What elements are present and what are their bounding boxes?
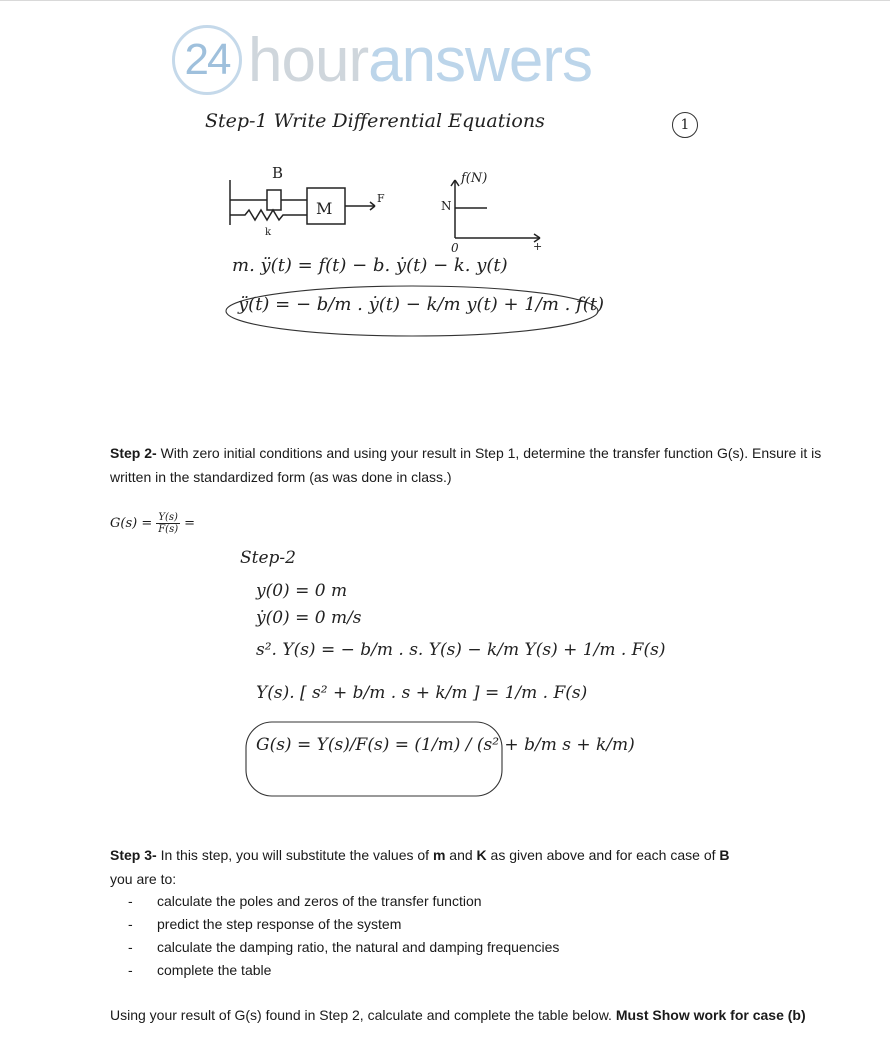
top-border (0, 0, 890, 1)
watermark-logo (172, 24, 592, 96)
step3-text-d: you are to: (110, 871, 177, 887)
handwritten-step2-title: Step-2 (240, 548, 296, 568)
bullet-text: complete the table (157, 962, 272, 978)
handwritten-step1-eq1: m. ÿ(t) = f(t) − b. ẏ(t) − k. y(t) (232, 255, 508, 276)
mass-spring-damper-diagram (225, 160, 545, 255)
handwritten-step1-eq2: ÿ(t) = − b/m . ẏ(t) − k/m y(t) + 1/m . f(t) (238, 294, 604, 315)
handwritten-step2-eq2: Y(s). [ s² + b/m . s + k/m ] = 1/m . F(s) (256, 683, 588, 703)
force-label: F (377, 192, 385, 205)
step3-text-a: In this step, you will substitute the values of (156, 847, 433, 863)
bullet-text: calculate the poles and zeros of the transfer function (157, 893, 482, 909)
watermark-number: 24 (172, 25, 242, 95)
handwritten-initial-condition-1: y(0) = 0 m (256, 581, 348, 601)
spring-line (230, 210, 307, 220)
damper-label: B (272, 164, 284, 182)
step2-label: Step 2- (110, 445, 157, 461)
step2-text: With zero initial conditions and using your result in Step 1, determine the transfer function G(s). Ensure it is written in the standardized form (as was done in class.) (110, 445, 822, 485)
bullet-text: calculate the damping ratio, the natural and damping frequencies (157, 939, 560, 955)
gs-fraction (156, 512, 180, 535)
bullet-dash: - (128, 962, 133, 978)
bullet-text: predict the step response of the system (157, 916, 402, 932)
step3-label: Step 3- (110, 847, 157, 863)
handwritten-initial-condition-2: ẏ(0) = 0 m/s (256, 608, 362, 628)
spring-label: k (265, 227, 272, 238)
step3-b: B (719, 847, 730, 863)
damper-body (267, 190, 281, 210)
step2-instructions (110, 441, 830, 489)
gs-numerator: Y(s) (158, 512, 178, 523)
list-item (128, 913, 559, 936)
circled-page-number: 1 (672, 112, 698, 138)
bullet-dash: - (128, 893, 133, 909)
bullet-dash: - (128, 916, 133, 932)
list-item (128, 890, 559, 913)
watermark-hour: hour (248, 25, 369, 95)
gs-formula (110, 512, 195, 535)
step3-m: m (432, 847, 446, 863)
list-item (128, 936, 559, 959)
gs-lhs: G(s) = (110, 516, 153, 531)
step3-bullet-list (128, 890, 559, 982)
handwritten-result-circle (244, 718, 506, 800)
handwritten-step1-title: Step-1 Write Differential Equations (205, 110, 545, 132)
list-item (128, 959, 559, 982)
final-text: Using your result of G(s) found in Step 2, calculate and complete the table below. (110, 1007, 616, 1023)
final-bold: Must Show work for case (b) (615, 1007, 806, 1023)
step3-text-b: and (445, 847, 477, 863)
step3-k: K (476, 847, 487, 863)
handwritten-step2-eq1: s². Y(s) = − b/m . s. Y(s) − k/m Y(s) + 1/m . F(s) (256, 640, 666, 660)
axis-n-label: N (441, 199, 452, 213)
bullet-dash: - (128, 939, 133, 955)
axis-zero-label: 0 (451, 241, 459, 255)
gs-equals: = (184, 516, 196, 531)
step3-text-c: as given above and for each case of (486, 847, 720, 863)
step3-instructions (110, 843, 800, 891)
final-instructions (110, 1003, 810, 1027)
handwritten-transfer-function: G(s) = Y(s)/F(s) = (1/m) / (s² + b/m s + k/m) (256, 735, 635, 755)
axis-plus-label: + (533, 240, 543, 253)
gs-denominator: F(s) (158, 524, 179, 535)
watermark-answers: answers (368, 25, 592, 95)
force-axis-label: f(N) (461, 171, 488, 186)
mass-label: M (316, 199, 333, 218)
